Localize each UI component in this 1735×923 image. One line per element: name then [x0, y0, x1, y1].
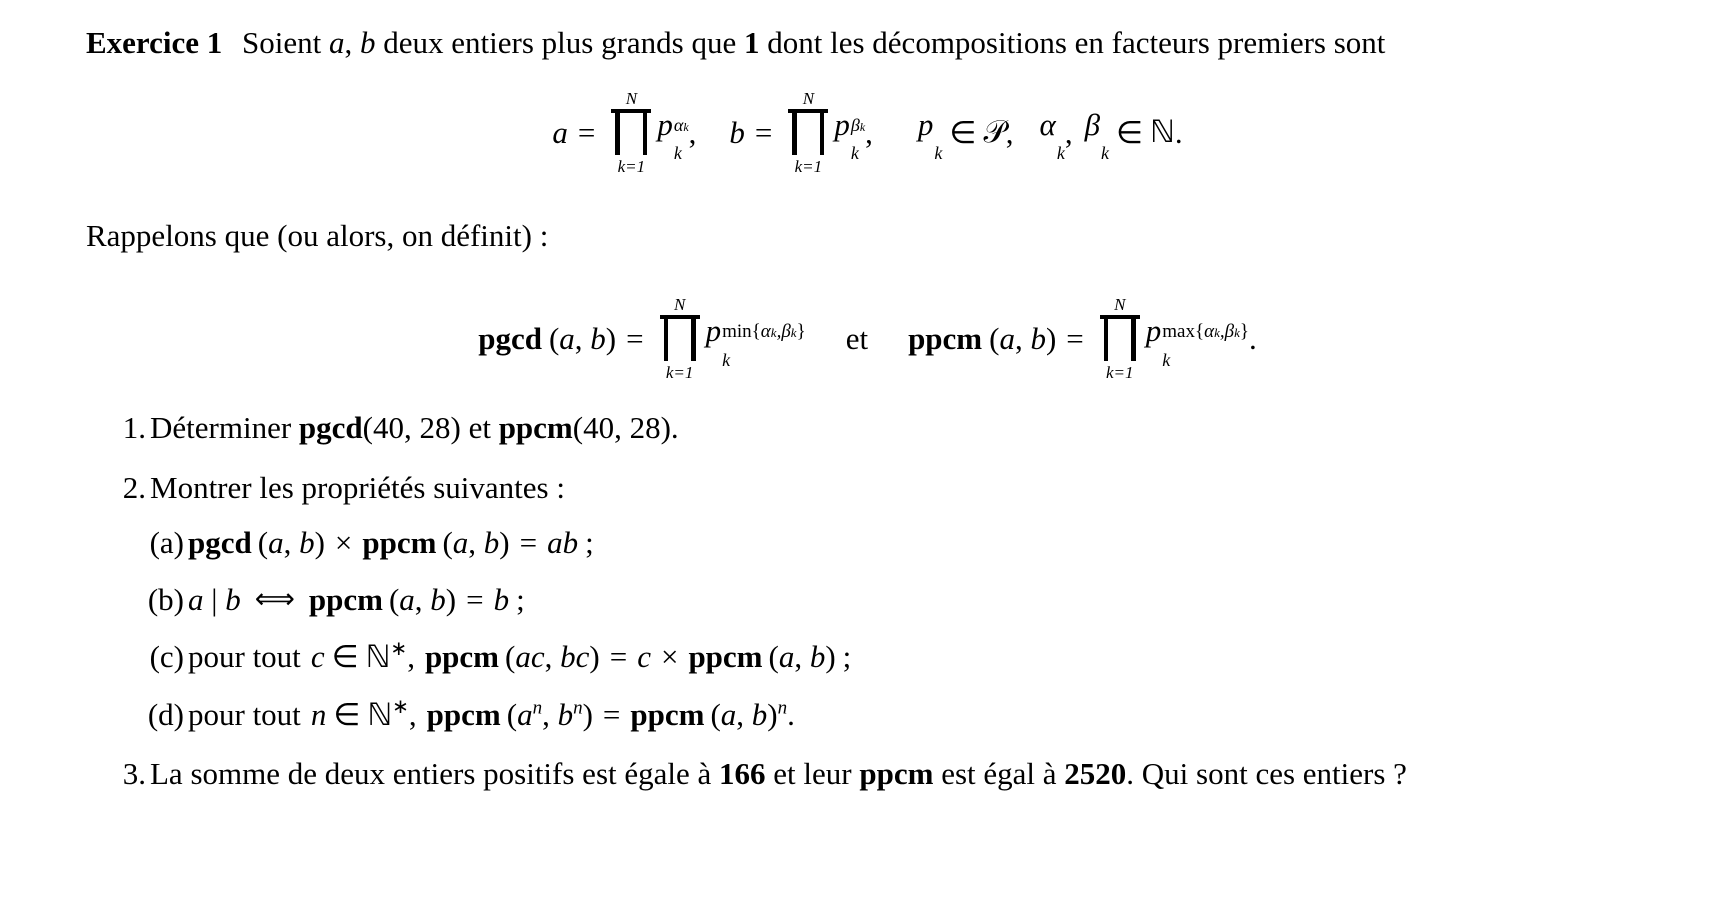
question-2-text: Montrer les propriétés suivantes :	[150, 469, 565, 505]
sub-b-iff: ⟺	[254, 584, 295, 615]
eq2-ppcm-args: (a, b)	[989, 321, 1057, 357]
variable-b: b	[360, 25, 376, 60]
subquestion-d-number: (d)	[147, 696, 184, 732]
eq2-pgcd-args: (a, b)	[548, 321, 617, 357]
question-1-number: 1.	[122, 410, 146, 446]
product-operator-4	[1100, 296, 1140, 381]
eq1-empty-sup-2	[1057, 116, 1062, 134]
subquestion-item-d	[147, 695, 1695, 735]
sub-c-ppcm-2: ppcm	[688, 639, 763, 675]
sub-c-comma: ,	[407, 639, 415, 675]
question-1-lead: Déterminer	[150, 410, 292, 446]
question-1-ppcm-args: (40, 28)	[572, 410, 671, 446]
subquestion-c-number: (c)	[149, 639, 184, 675]
sub-d-in: ∈	[333, 696, 361, 732]
intro-text-part1: Soient	[242, 25, 322, 60]
eq1-comma-1: ,	[688, 114, 697, 150]
subquestion-item-a	[149, 523, 1695, 563]
eq1-exponent-beta: βk	[850, 114, 866, 135]
product-upper-limit-3: N	[673, 295, 686, 315]
eq1-alpha-k	[1039, 106, 1065, 163]
sub-b-ppcm: ppcm	[308, 582, 383, 618]
question-3-middle: et leur	[773, 755, 852, 791]
equation-1-row	[552, 90, 1182, 175]
sub-c-coef: c	[637, 639, 651, 675]
subquestion-a-formula	[188, 523, 594, 563]
eq1-scripts-4	[1056, 120, 1065, 163]
sub-a-rhs: ab	[547, 524, 579, 560]
question-3-number: 3.	[122, 755, 146, 791]
eq1-base-p-3: p	[917, 106, 934, 142]
product-upper-limit-1: N	[625, 88, 638, 108]
sub-c-in: ∈	[331, 639, 359, 675]
sub-d-equals: =	[602, 696, 621, 732]
eq1-in-1: ∈	[949, 114, 977, 150]
eq1-comma-2: ,	[865, 114, 873, 150]
eq1-beta: β	[1084, 106, 1101, 142]
eq1-beta-k	[1084, 106, 1110, 163]
sub-a-pgcd: pgcd	[188, 524, 252, 560]
sub-c-var-c: c	[310, 639, 325, 675]
question-2-sublist	[147, 523, 1695, 735]
exercise-intro-paragraph	[0, 22, 1735, 64]
intro-text-part3: dont les décompositions en facteurs premiers	[767, 25, 1326, 60]
question-1-pgcd-args: (40, 28)	[362, 410, 461, 446]
sub-d-set: ℕ	[367, 696, 393, 733]
subquestion-b-formula	[188, 580, 525, 620]
question-item-1	[122, 407, 1695, 449]
sub-b-equals: =	[466, 582, 484, 618]
sub-a-semicolon: ;	[585, 524, 594, 560]
eq1-set-primes: 𝒫	[983, 113, 1006, 150]
exercise-title: Exercice 1	[86, 25, 223, 60]
subquestion-item-c	[149, 637, 1695, 677]
recall-paragraph: Rappelons que (ou alors, on définit) :	[86, 217, 549, 253]
sub-a-args-1: (a, b)	[257, 524, 325, 560]
eq1-subscript-k-4: k	[1056, 142, 1065, 163]
eq2-exponent-max: max{αk,βk}	[1162, 320, 1250, 342]
sub-c-star: ∗	[390, 638, 408, 661]
eq2-pgcd-label: pgcd	[478, 321, 542, 357]
eq1-comma-3: ,	[1005, 114, 1014, 150]
question-3-end: . Qui sont ces entiers ?	[1126, 755, 1407, 791]
eq1-alpha: α	[1039, 106, 1056, 142]
sub-d-ppcm-2: ppcm	[630, 696, 705, 732]
subquestion-item-b	[147, 580, 1695, 620]
product-upper-limit-2: N	[802, 88, 815, 108]
sub-c-args-2: (a, b)	[768, 639, 836, 675]
question-1-period: .	[670, 410, 679, 446]
eq2-term-min	[705, 312, 806, 370]
eq1-set-naturals: ℕ	[1150, 113, 1175, 150]
sub-c-ppcm-1: ppcm	[424, 639, 500, 675]
equation-2-row	[478, 296, 1257, 381]
eq1-scripts-5	[1101, 120, 1110, 163]
sub-c-args: (ac, bc)	[505, 639, 600, 675]
sub-d-period: .	[787, 696, 795, 732]
product-operator-2	[788, 90, 828, 175]
eq1-base-p-1: p	[657, 106, 673, 142]
question-2-number: 2.	[122, 469, 146, 505]
eq1-equals-1: =	[577, 114, 596, 150]
subquestion-b-number: (b)	[147, 582, 184, 618]
question-1-text	[150, 410, 679, 445]
equation-gcd-lcm	[0, 296, 1735, 381]
eq1-period: .	[1174, 114, 1183, 150]
eq1-empty-sup-3	[1101, 116, 1106, 134]
eq2-base-p-2: p	[1145, 312, 1162, 348]
eq1-pk	[917, 106, 943, 163]
sub-c-equals: =	[609, 639, 628, 675]
eq1-subscript-k-5: k	[1101, 142, 1110, 163]
eq1-subscript-k-1: k	[673, 142, 682, 163]
subquestion-a-number: (a)	[149, 524, 184, 560]
eq2-equals-2: =	[1066, 321, 1084, 357]
sub-d-args: ($a^n$, $b^n$)	[506, 696, 593, 732]
sub-b-args: (a, b)	[388, 582, 457, 618]
eq1-lhs-b: b	[729, 114, 745, 150]
question-3-lead: La somme de deux entiers positifs est égale à	[150, 755, 712, 791]
eq2-scripts-1	[722, 320, 806, 370]
sub-a-args-2: (a, b)	[442, 524, 510, 560]
eq1-empty-sup	[934, 116, 939, 134]
sub-b-rhs: b	[493, 582, 510, 618]
product-lower-limit-3: k=1	[665, 363, 694, 383]
sub-c-semicolon: ;	[842, 639, 852, 675]
question-1-ppcm: ppcm	[498, 410, 573, 446]
equation-factorization	[0, 90, 1735, 175]
sub-d-comma: ,	[408, 696, 417, 732]
question-item-3	[122, 753, 1695, 795]
eq2-et: et	[845, 321, 869, 357]
sub-a-equals: =	[519, 524, 538, 560]
question-3-ppcm: ppcm	[859, 755, 934, 791]
eq1-equals-2: =	[754, 114, 773, 150]
question-3-after: est égal à	[941, 755, 1057, 791]
product-lower-limit-4: k=1	[1106, 363, 1134, 383]
eq1-comma-4: ,	[1064, 114, 1073, 150]
eq1-term-b	[834, 106, 866, 163]
eq1-base-p-2: p	[834, 106, 850, 142]
subquestion-d-formula	[188, 695, 795, 735]
product-operator-1	[611, 90, 651, 175]
eq2-subscript-k-2: k	[1162, 349, 1171, 370]
product-glyph-1	[611, 109, 651, 155]
product-operator-3	[660, 296, 700, 381]
sub-d-ppcm-1: ppcm	[426, 696, 501, 732]
question-3-text	[150, 753, 1695, 795]
eq2-exponent-min: min{αk,βk}	[722, 320, 806, 342]
product-glyph-4	[1100, 315, 1140, 361]
eq1-subscript-k-3: k	[934, 142, 943, 163]
question-1-et: et	[468, 410, 491, 446]
eq2-subscript-k-1: k	[722, 349, 731, 370]
question-1-pgcd: pgcd	[298, 410, 363, 446]
eq1-scripts-1	[673, 114, 689, 163]
eq1-term-a	[657, 106, 689, 163]
subquestion-c-formula	[188, 637, 851, 677]
variable-a: a	[329, 25, 345, 60]
sub-d-prefix: pour tout	[188, 696, 301, 732]
eq2-term-max	[1145, 312, 1250, 370]
question-list	[0, 407, 1735, 795]
sub-d-args-2: (a, b)$^n$	[710, 696, 788, 732]
sub-b-semicolon: ;	[516, 582, 525, 618]
sub-d-var-n: n	[310, 696, 327, 732]
product-glyph-3	[660, 315, 700, 361]
question-item-2	[122, 467, 1695, 735]
intro-text-part4: sont	[1333, 25, 1386, 60]
sub-a-times: ×	[334, 524, 353, 560]
eq1-exponent-alpha: αk	[673, 114, 689, 135]
eq2-equals-1: =	[626, 321, 644, 357]
eq2-scripts-2	[1162, 320, 1250, 370]
eq1-scripts-3	[934, 120, 943, 163]
sub-c-times: ×	[660, 639, 679, 675]
eq1-in-2: ∈	[1116, 114, 1144, 150]
intro-text-part2: deux entiers plus grands que	[383, 25, 737, 60]
product-upper-limit-4: N	[1114, 295, 1126, 315]
eq2-base-p-1: p	[705, 312, 722, 348]
intro-number-one: 1	[744, 25, 760, 60]
question-3-sum-value: 166	[719, 755, 766, 791]
eq2-ppcm-label: ppcm	[908, 321, 983, 357]
eq1-scripts-2	[850, 114, 866, 163]
intro-comma: ,	[344, 25, 353, 60]
question-3-lcm-value: 2520	[1064, 755, 1127, 791]
sub-d-star: ∗	[392, 695, 409, 718]
sub-b-lhs: a | b	[188, 582, 241, 618]
sub-a-ppcm: ppcm	[362, 524, 437, 560]
product-glyph-2	[788, 109, 828, 155]
sub-c-prefix: pour tout	[188, 639, 301, 675]
sub-c-set: ℕ	[365, 639, 391, 676]
product-lower-limit-2: k=1	[794, 156, 823, 176]
product-lower-limit-1: k=1	[617, 156, 646, 176]
eq1-subscript-k-2: k	[850, 142, 859, 163]
eq2-period: .	[1249, 321, 1257, 357]
eq1-lhs-a: a	[552, 114, 568, 150]
